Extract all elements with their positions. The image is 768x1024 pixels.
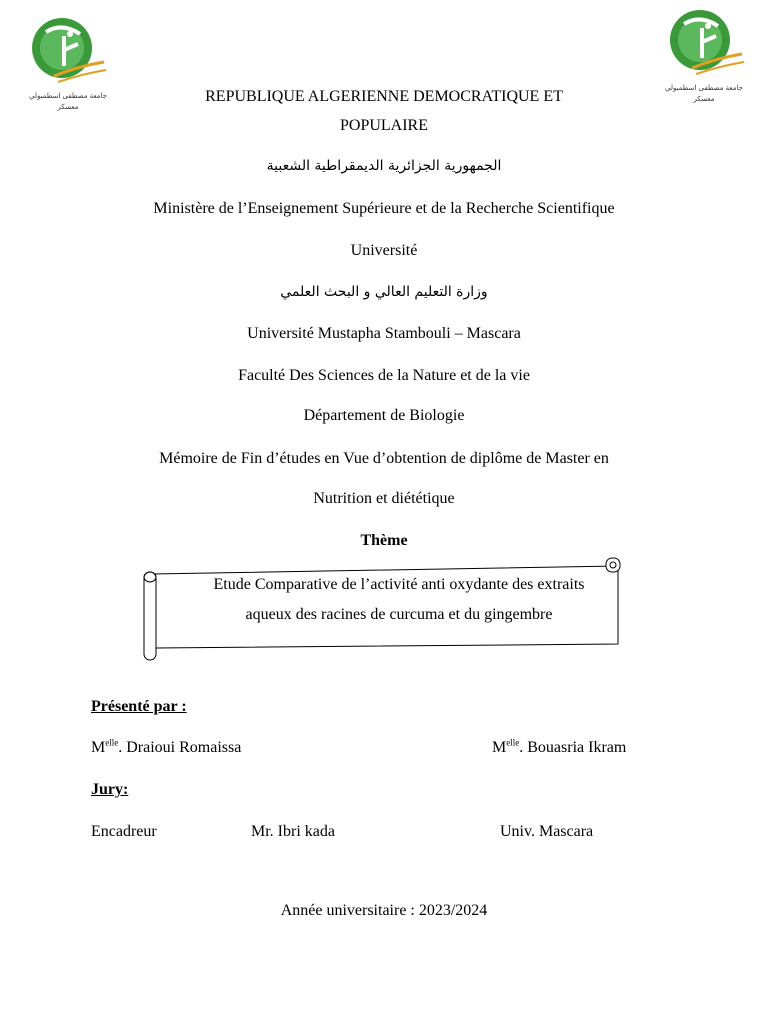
logo-emblem-icon [660, 6, 748, 84]
department-name: Département de Biologie [303, 407, 465, 424]
logo-arabic-line2: معسكر [57, 103, 79, 111]
logo-arabic-line1: جامعة مصطفى اسطمبولي [28, 92, 108, 100]
logo-arabic-line2: معسكر [693, 95, 715, 103]
memoire-line2: Nutrition et diététique [313, 490, 455, 507]
student-two-prefix: M [492, 739, 507, 756]
student-two-sup: elle [506, 737, 520, 748]
student-one-sup: elle [105, 737, 119, 748]
theme-title-line1: Etude Comparative de l’activité anti oxydante des extraits [213, 576, 585, 593]
academic-year: Année universitaire : 2023/2024 [280, 902, 488, 919]
jury-heading: Jury: [91, 781, 129, 798]
student-two [492, 739, 626, 757]
logo-emblem-icon [24, 14, 112, 92]
student-one [91, 739, 241, 757]
jury-affiliation: Univ. Mascara [500, 823, 594, 840]
republic-title-arabic: الجمهورية الجزائرية الديمقراطية الشعبية [266, 158, 502, 174]
ministry-arabic: وزارة التعليم العالي و البحث العلمي [280, 284, 488, 300]
ministry-line2: Université [350, 242, 418, 259]
university-name: Université Mustapha Stambouli – Mascara [247, 325, 521, 342]
theme-title-line2: aqueux des racines de curcuma et du gingembre [245, 606, 553, 623]
theme-label: Thème [360, 532, 408, 549]
republic-title-line2: POPULAIRE [339, 117, 428, 134]
jury-name: Mr. Ibri kada [251, 823, 335, 840]
student-one-name: . Draioui Romaissa [118, 739, 242, 756]
republic-title-line1: REPUBLIQUE ALGERIENNE DEMOCRATIQUE ET [205, 88, 563, 105]
presented-by-heading: Présenté par : [91, 698, 187, 715]
jury-role: Encadreur [91, 823, 157, 840]
student-two-name: . Bouasria Ikram [519, 739, 627, 756]
ministry-line1: Ministère de l’Enseignement Supérieure et de la Recherche Scientifique [153, 200, 615, 217]
memoire-line1: Mémoire de Fin d’études en Vue d’obtention de diplôme de Master en [159, 450, 609, 467]
logo-arabic-line1: جامعة مصطفى اسطمبولي [664, 84, 744, 92]
student-one-prefix: M [91, 739, 106, 756]
faculty-name: Faculté Des Sciences de la Nature et de la vie [238, 367, 530, 384]
theme-scroll-banner [140, 556, 626, 664]
